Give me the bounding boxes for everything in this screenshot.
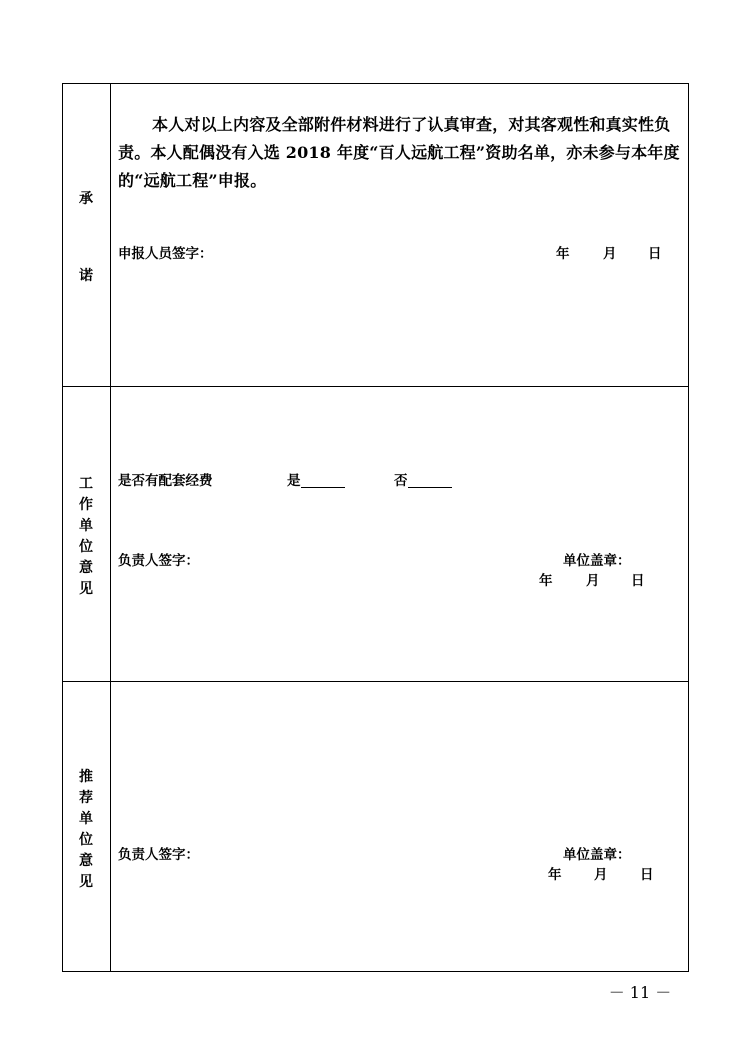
recommending-unit-date-day: 日 — [640, 867, 654, 883]
recommending-unit-label-char-1: 推 — [79, 769, 93, 785]
commitment-date-month: 月 — [603, 246, 617, 262]
funding-question: 是否有配套经费 — [118, 473, 213, 489]
funding-yes-label: 是 — [287, 473, 301, 489]
funding-yes-blank[interactable] — [301, 473, 345, 488]
funding-yes-option[interactable] — [287, 469, 345, 489]
recommending-unit-date-year: 年 — [548, 867, 562, 883]
page-number: － 11 － — [608, 983, 672, 1002]
applicant-signature-label: 申报人员签字： — [118, 246, 213, 262]
funding-no-option[interactable] — [394, 469, 452, 489]
funding-no-blank[interactable] — [408, 473, 452, 488]
recommending-unit-seal-label: 单位盖章： — [563, 847, 631, 863]
work-unit-signature-label: 负责人签字： — [118, 553, 199, 569]
work-unit-label-char-6: 见 — [79, 581, 93, 597]
work-unit-date-month: 月 — [586, 573, 600, 589]
commitment-paragraph: 本人对以上内容及全部附件材料进行了认真审查，对其客观性和真实性负责。本人配偶没有入选 2018 年度“百人远航工程”资助名单，亦未参与本年度的“远航工程”申报。 — [118, 115, 680, 190]
recommending-unit-label-char-2: 荐 — [79, 790, 93, 806]
recommending-unit-signature-label: 负责人签字： — [118, 847, 199, 863]
work-unit-date-day: 日 — [631, 573, 645, 589]
label-column-divider — [110, 83, 111, 972]
work-unit-seal-label: 单位盖章： — [563, 553, 631, 569]
form-table-frame — [62, 83, 689, 972]
row-divider-1 — [62, 386, 689, 387]
recommending-unit-label-char-6: 见 — [79, 874, 93, 890]
commitment-label-char-2: 诺 — [79, 268, 93, 284]
recommending-unit-label-char-5: 意 — [79, 853, 93, 869]
work-unit-label-char-4: 位 — [79, 539, 93, 555]
funding-no-label: 否 — [394, 473, 408, 489]
work-unit-date-year: 年 — [539, 573, 553, 589]
work-unit-label-char-1: 工 — [79, 476, 93, 492]
recommending-unit-date-month: 月 — [594, 867, 608, 883]
commitment-date-day: 日 — [648, 246, 662, 262]
commitment-label-char-1: 承 — [79, 191, 93, 207]
work-unit-label-char-5: 意 — [79, 560, 93, 576]
recommending-unit-label-char-3: 单 — [79, 811, 93, 827]
row-divider-2 — [62, 681, 689, 682]
work-unit-label-char-3: 单 — [79, 518, 93, 534]
work-unit-label-char-2: 作 — [79, 497, 93, 513]
recommending-unit-label-char-4: 位 — [79, 832, 93, 848]
commitment-date-year: 年 — [556, 246, 570, 262]
